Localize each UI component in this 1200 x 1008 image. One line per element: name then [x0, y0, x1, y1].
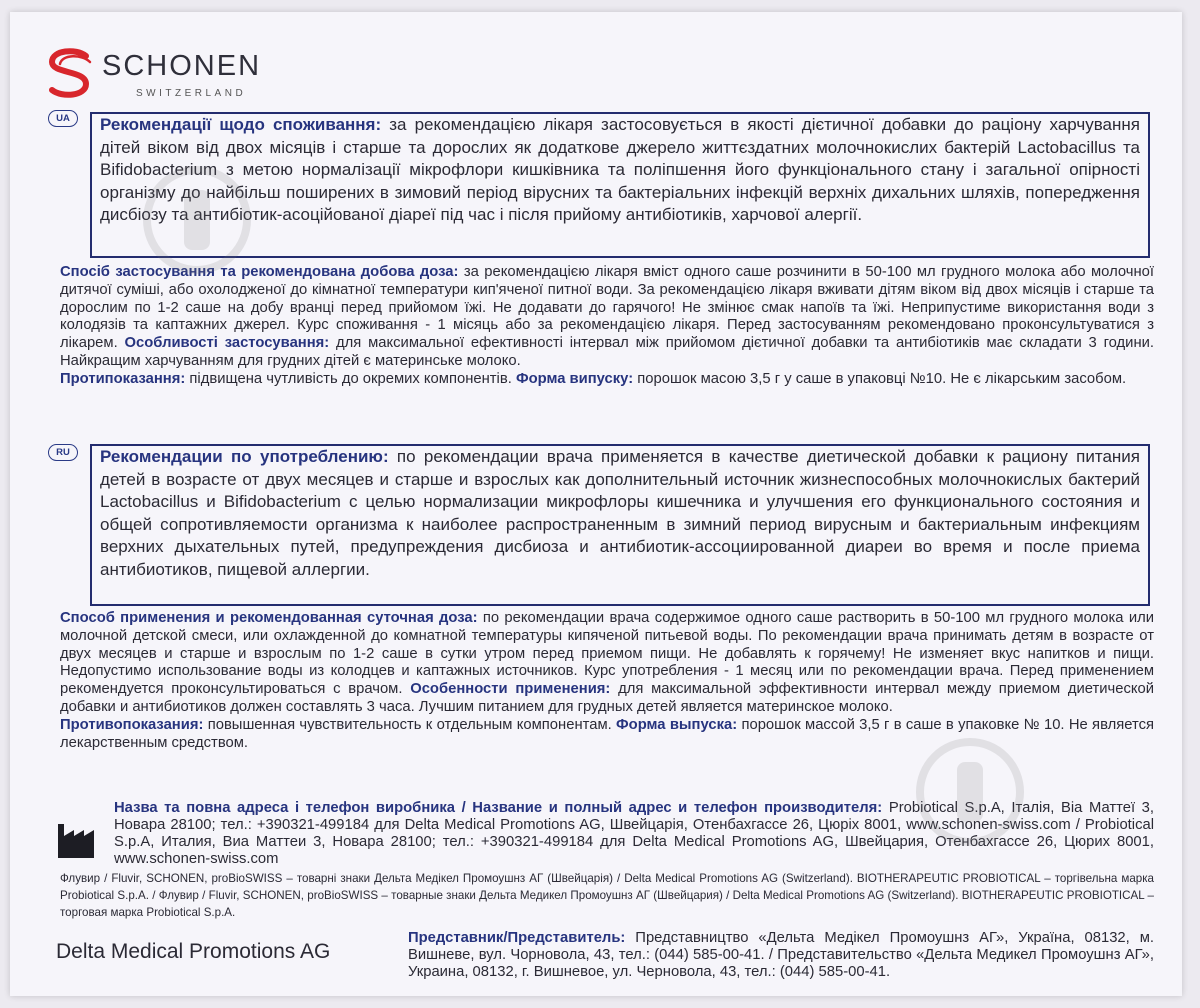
ru-recommendation-box	[90, 444, 1150, 606]
ru-dose-heading: Способ применения и рекомендованная суточная доза:	[60, 610, 478, 626]
ru-features-heading: Особенности применения:	[410, 681, 611, 698]
ua-dose-heading: Спосіб застосування та рекомендована добова доза:	[60, 264, 459, 280]
ru-features-text: для максимальной эффективности интервал между приемом диетической добавки и антибиотиков должен составлять 3 часа. Лучшим питанием для грудных детей является материнское молоко.	[60, 681, 1154, 715]
ru-rec-heading: Рекомендации по употреблению:	[100, 447, 389, 466]
ru-contra-text: повышенная чувствительность к отдельным компонентам.	[203, 716, 617, 733]
language-badge-ru: RU	[48, 444, 78, 461]
company-name: Delta Medical Promotions AG	[56, 940, 331, 963]
ua-rec-heading: Рекомендації щодо споживання:	[100, 115, 382, 134]
package-back-panel	[10, 12, 1182, 996]
representative-text: Представництво «Дельта Медікел Промоушнз АГ», Україна, 08132, м. Вишневе, вул. Чорновола, 43, тел.: (044) 585-00-41. / Представительство «Дельта Медикел Промоушнз АГ», Украина, 08132, г. Вишневое, ул. Черновола, 43, тел.: (044) 585-00-41.	[408, 930, 1154, 980]
bottle-watermark-icon	[142, 160, 252, 280]
ua-contra-heading: Протипоказання:	[60, 370, 186, 387]
manufacturer-text: Probiotical S.p.A, Італія, Віа Маттеї 3, Новара 28100; тел.: +390321-499184 для Delta Medical Promotions AG, Швейцарія, Отенбахгассе 26, Цюріх 8001, www.schonen-swiss.com / Probiotical S.p.A, Италия, Виа Маттеи 3, Новара 28100; тел.: +390321-499184 для Delta Medical Promotions AG, Швейцария, Отенбахгассе 26, Цюрих 8001, www.schonen-swiss.com	[114, 800, 1154, 867]
bottle-watermark-icon	[915, 732, 1025, 852]
manufacturer-heading: Назва та повна адреса і телефон виробника / Название и полный адрес и телефон производителя:	[114, 800, 883, 816]
factory-icon	[56, 822, 100, 858]
representative-info	[408, 930, 1154, 981]
ru-contra-heading: Противопоказания:	[60, 716, 204, 733]
brand-logo	[46, 48, 346, 108]
brand-name: SCHONEN	[102, 50, 262, 82]
ua-features-heading: Особливості застосування:	[124, 335, 330, 352]
representative-heading: Представник/Представитель:	[408, 930, 626, 946]
ua-form-heading: Форма випуску:	[515, 370, 634, 387]
ua-dose-text: за рекомендацією лікаря вміст одного саше розчинити в 50-100 мл грудного молока або молочної дитячої суміші, або охолодженої до кімнатної температури кип'яченої питної води. За рекомендацією лікаря вживати дітям віком від двох місяців і старше та дорослим по 1-2 саше на добу вранці перед прийомом їжі. Не додавати до гарячого! Не змінює смак напоїв та їжі. Неприпустиме використання води з колодязів та каптажних джерел. Курс споживання - 1 місяць або за рекомендацією лікаря. Перед застосуванням рекомендовано проконсультуватися з лікарем.	[60, 264, 1155, 352]
ru-form-text: порошок массой 3,5 г в саше в упаковке № 10. Не является лекарственным средством.	[60, 716, 1154, 751]
brand-subtitle: SWITZERLAND	[136, 88, 247, 99]
ua-form-text: порошок масою 3,5 г у саше в упаковці №10. Не є лікарським засобом.	[633, 370, 1127, 387]
ua-usage-block	[60, 264, 1154, 389]
ru-dose-text: по рекомендации врача содержимое одного саше растворить в 50-100 мл грудного молока или молочной детской смеси, или охлажденной до комнатной температуры кипяченой питьевой воды. По рекомендации врача принимать детям в возрасте от двух месяцев и старше и взрослым по 1-2 саше в сутки утром перед приемом пищи. Не добавлять к горячему! Не изменяет вкус напитков и пищи. Недопустимо использование воды из колодцев и каптажных источников. Курс употребления - 1 месяц или по рекомендации врача. Перед применением рекомендуется проконсультироваться с врачом.	[60, 610, 1154, 698]
language-badge-ua: UA	[48, 110, 78, 127]
ru-form-heading: Форма выпуска:	[616, 716, 738, 733]
ru-rec-text: по рекомендации врача применяется в качестве диетической добавки к рациону питания детей в возрасте от двух месяцев и старше и взрослых как дополнительный источник жизнеспособных молочнокислых бактерий Lactobacillus и Bifidobacterium с целью нормализации микрофлоры кишечника и улучшения его функционального состояния и общей сопротивляемости организма к наиболее распространенным в зимний период вирусным и бактериальным инфекциям верхних дыхательных путей, предупреждения дисбиоза и антибиотик-ассоциированной диареи во время и после приема антибиотиков, пищевой аллергии.	[100, 447, 1140, 579]
trademarks-text: Флувир / Fluvir, SCHONEN, proBioSWISS – товарні знаки Дельта Медікел Промоушнз АГ (Швейцарія) / Delta Medical Promotions AG (Switzerland). BIOTHERAPEUTIC PROBIOTICAL – торгівельна марка Probiotical S.p.A. / Флувир / Fluvir, SCHONEN, proBioSWISS – товарные знаки Дельта Медикел Промоушнз АГ (Швейцария) / Delta Medical Promotions AG (Switzerland). BIOTHERAPEUTIC PROBIOTICAL – торговая марка Probiotical S.p.A.	[60, 872, 1154, 919]
ua-rec-text: за рекомендацією лікаря застосовується в якості дієтичної добавки до раціону харчування дітей віком від двох місяців і старше та дорослих як додаткове джерело життєздатних молочнокислих бактерій Lactobacillus та Bifidobacterium з метою нормалізації мікрофлори кишківника та поліпшення його функціонального стану і загальної опірності організму до найбільш поширених в зимовий період вірусних та бактеріальних інфекцій верхніх дихальних шляхів, попередження дисбіозу та антибіотик-асоційованої діареї під час і після прийому антибіотиків, харчової алергії.	[100, 115, 1140, 225]
schonen-logo-icon	[46, 48, 94, 100]
ua-features-text: для максимальної ефективності інтервал між прийомом дієтичної добавки та антибіотиків має складати 3 години. Найкращим харчуванням для грудних дітей є материнське молоко.	[60, 335, 1154, 369]
ua-contra-text: підвищена чутливість до окремих компонентів.	[185, 370, 516, 387]
